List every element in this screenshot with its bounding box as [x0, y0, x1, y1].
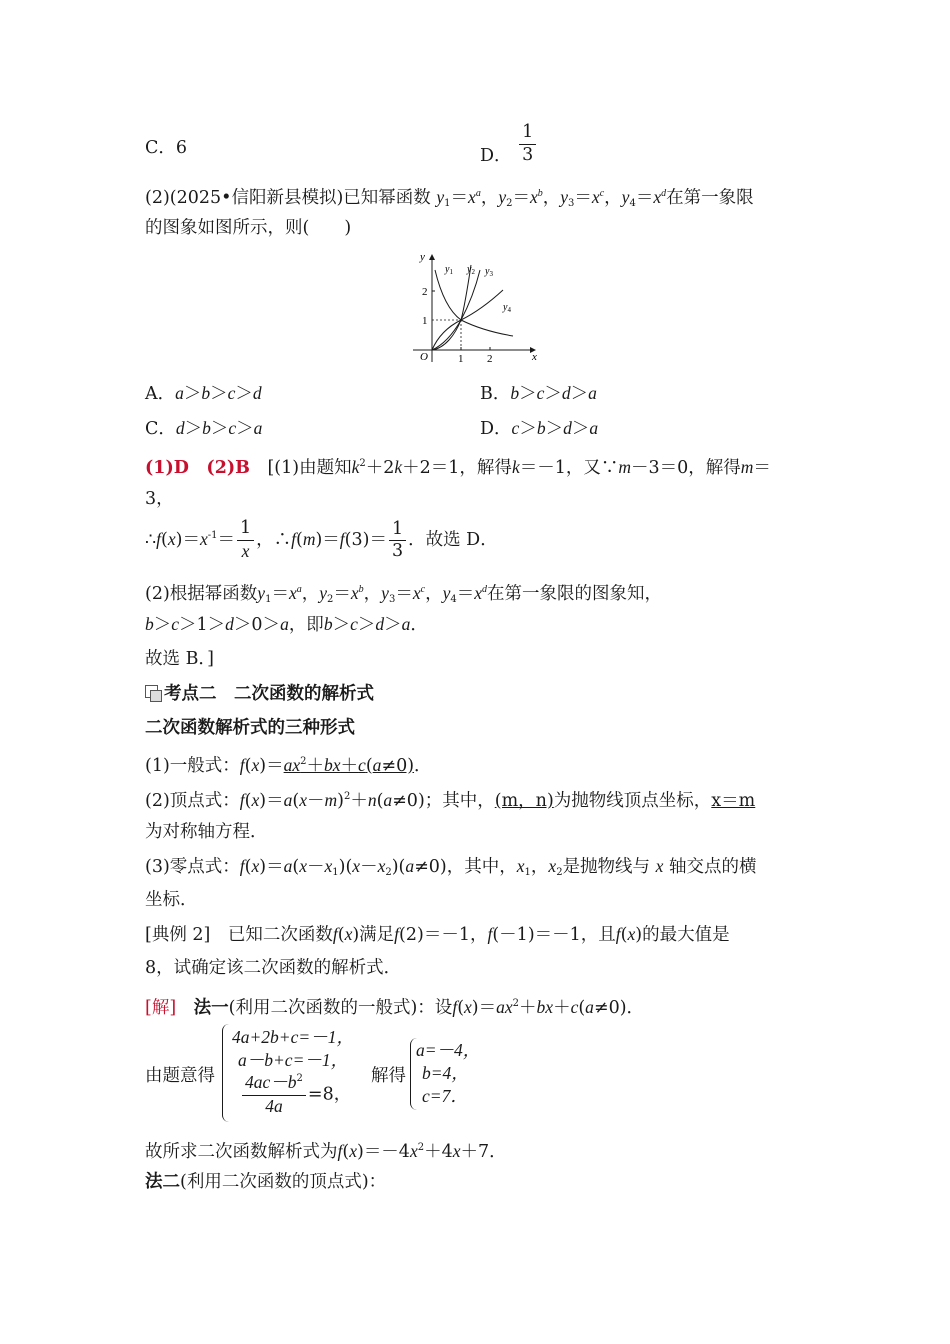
general-form: (1)一般式：$f(x)=ax^2+bx+c(a\ne 0)$． — [145, 755, 432, 776]
option-c — [145, 136, 187, 160]
system2-eq2: b=4， — [422, 1063, 469, 1083]
system2-eq1: a=－4， — [416, 1040, 481, 1060]
x-axis-label: x — [532, 351, 537, 363]
curve-label-y1: $y_1$ — [445, 264, 453, 276]
y-axis-label: y — [420, 251, 425, 263]
answer-line-2: 3， — [145, 489, 174, 509]
curve-y3 — [432, 290, 503, 350]
example-line-2: 8，试确定该二次函数的解析式． — [145, 958, 402, 978]
zero-form: (3)零点式：$f(x)=a(x-x_1)(x-x_2)(a\ne 0)$，其中，$x_1$，$x_2$是抛物线与 x 轴交点的横 — [145, 856, 757, 878]
zero-form-line-2: 坐标． — [145, 890, 198, 910]
curve-label-y4: $y_4$ — [503, 302, 511, 314]
answer-line-1: (1)D (2)B [(1)由题知$k^2+2k+2=1$，解得k＝－1，又∵m－3＝0，解得m＝ — [145, 457, 771, 478]
curve-label-y2: $y_2$ — [467, 264, 475, 276]
option-d-fraction: $\frac{1}{3}$ — [519, 124, 536, 164]
system1-eq2: a－b+c=－1， — [238, 1050, 349, 1070]
axis-equation: x＝m — [711, 791, 756, 811]
tick-x-1: 1 — [458, 353, 464, 365]
solution-tag: [解] — [145, 998, 177, 1018]
option-a: A．a＞b＞c＞d — [145, 383, 262, 404]
option-d — [480, 124, 538, 164]
tick-x-2: 2 — [487, 353, 493, 365]
example-line-1: [典例 2] 已知二次函数f(x)满足f(2)＝－1，f(－1)＝－1，且f(x)的最大值是 — [145, 924, 730, 945]
result-line: 故所求二次函数解析式为$f(x)=-4x^2+4x+7$． — [145, 1141, 507, 1162]
system-brace-1 — [222, 1024, 229, 1122]
section-icon — [145, 685, 161, 701]
option-c: C．d＞b＞c＞a — [145, 418, 263, 439]
origin-label: O — [420, 351, 428, 363]
answer-2: (2)B — [206, 458, 250, 478]
section-title: 考点二 二次函数的解析式 — [145, 682, 374, 706]
power-function-graph — [405, 250, 545, 368]
tick-y-2: 2 — [422, 286, 428, 298]
question-2-line-2: 的图象如图所示，则( ) — [145, 218, 352, 238]
curve-y4 — [435, 270, 513, 336]
system1-eq1: 4a+2b+c=－1， — [232, 1027, 354, 1047]
option-label: C． — [145, 138, 176, 158]
by-condition-label: 由题意得 — [145, 1066, 215, 1086]
option-b: B．b＞c＞d＞a — [480, 383, 597, 404]
system2-eq3: c=7． — [422, 1086, 468, 1106]
curve-label-y3: $y_3$ — [485, 266, 493, 278]
vertex-form-line-2: 为对称轴方程． — [145, 822, 268, 842]
method-2-line: 法二(利用二次函数的顶点式)： — [145, 1172, 387, 1192]
example-tag: [典例 2] — [145, 925, 211, 945]
option-value: 6 — [175, 138, 188, 158]
curve-y1 — [432, 265, 471, 350]
vertex-form: (2)顶点式：$f(x)=a(x-m)^2+n(a\ne 0)$；其中，(m，n)为抛物线顶点坐标，x＝m — [145, 790, 756, 811]
solution-line-1: [解] 法一(利用二次函数的一般式)：设$f(x)=ax^2+bx+c(a\ne 0)$． — [145, 997, 645, 1018]
answer-line-6: 故选 B．] — [145, 649, 215, 669]
option-label: D． — [480, 145, 512, 166]
system1-eq3: $\frac{4ac-b^2}{4a}$ =8， — [240, 1074, 351, 1116]
section-subtitle: 二次函数解析式的三种形式 — [145, 718, 355, 738]
question-2-line-1: (2)(2025•信阳新县模拟)已知幂函数 $y_1=x^a$，$y_2=x^b$，$y_3=x^c$，$y_4=x^d$在第一象限 — [145, 187, 754, 209]
solve-label: 解得 — [371, 1066, 406, 1086]
option-d: D．c＞b＞d＞a — [480, 418, 599, 439]
answer-line-5: b＞c＞1＞d＞0＞a，即b＞c＞d＞a． — [145, 614, 428, 635]
tick-y-1: 1 — [422, 315, 428, 327]
vertex-coordinate: (m，n) — [494, 791, 554, 811]
general-form-underlined: $ax^2+bx+c(a\ne 0)$ — [283, 755, 415, 776]
answer-line-3: $\therefore f(x)=x^{-1}=$ $\frac{1}{x}$ ，∴f(m)＝f(3)＝ $\frac{1}{3}$ ．故选 D． — [145, 518, 498, 561]
answer-1: (1)D — [145, 458, 189, 478]
answer-line-4: (2)根据幂函数$y_1=x^a$，$y_2=x^b$，$y_3=x^c$，$y_4=x^d$在第一象限的图象知， — [145, 583, 662, 605]
